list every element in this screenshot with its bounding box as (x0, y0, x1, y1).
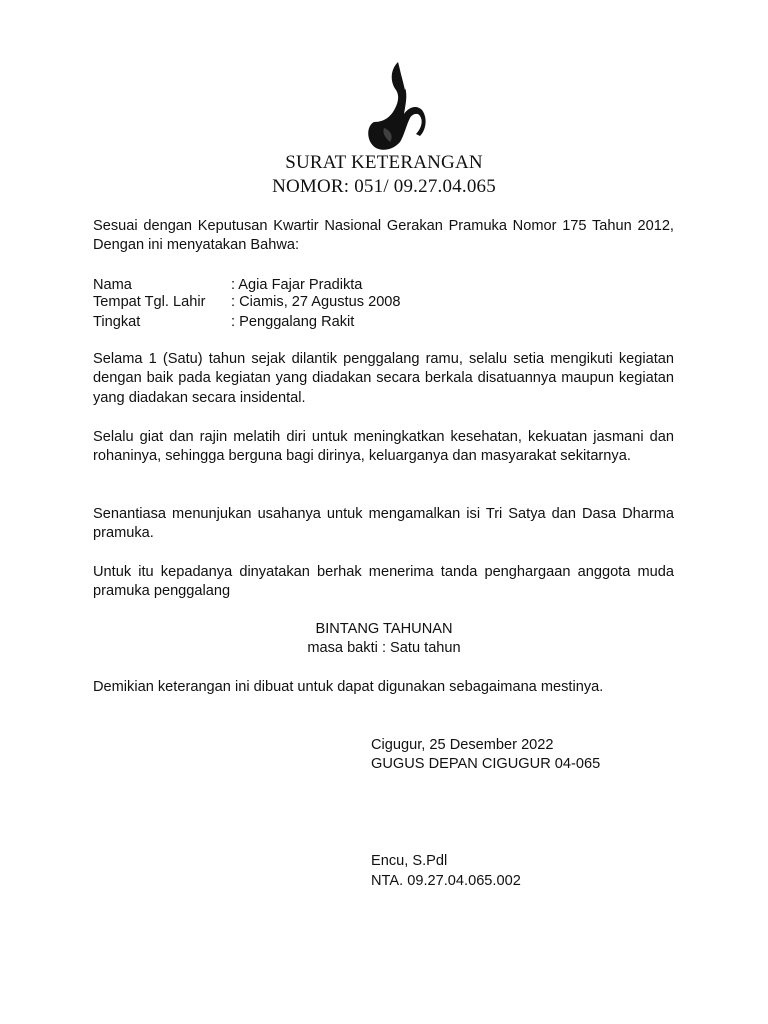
tunas-kelapa-icon (360, 56, 428, 152)
award-name: BINTANG TAHUNAN (315, 621, 453, 637)
paragraph-service: Selama 1 (Satu) tahun sejak dilantik penggalang ramu, selalu setia mengikuti kegiatan dengan baik pada kegiatan yang diadakan secara berkala disatuannya maupun kegiatan yang diadakan secara insidental. (93, 351, 674, 406)
field-label: Tempat Tgl. Lahir (93, 294, 206, 310)
signatory-nta: NTA. 09.27.04.065.002 (371, 873, 521, 889)
document-title: SURAT KETERANGAN (285, 152, 483, 173)
signature-place-date: Cigugur, 25 Desember 2022 (371, 737, 554, 753)
field-tingkat (93, 313, 354, 332)
field-label: Tingkat (93, 314, 141, 330)
document-number: NOMOR: 051/ 09.27.04.065 (272, 176, 496, 197)
paragraph-practice: Senantiasa menunjukan usahanya untuk mengamalkan isi Tri Satya dan Dasa Dharma pramuka. (93, 506, 674, 542)
field-label: Nama (93, 277, 132, 293)
field-value: : Ciamis, 27 Agustus 2008 (231, 294, 401, 310)
signature-unit: GUGUS DEPAN CIGUGUR 04-065 (371, 756, 601, 772)
closing-paragraph: Demikian keterangan ini dibuat untuk dapat digunakan sebagaimana mestinya. (93, 679, 604, 695)
field-value: : Penggalang Rakit (231, 314, 355, 330)
signatory-name: Encu, S.Pdl (371, 853, 448, 869)
field-tempat-tgl-lahir (93, 293, 401, 312)
intro-paragraph: Sesuai dengan Keputusan Kwartir Nasional Gerakan Pramuka Nomor 175 Tahun 2012, Dengan ini menyatakan Bahwa: (93, 218, 674, 254)
paragraph-diligence: Selalu giat dan rajin melatih diri untuk meningkatkan kesehatan, kekuatan jasmani dan rohaninya, sehingga berguna bagi dirinya, keluarganya dan masyarakat sekitarnya. (93, 429, 674, 465)
field-value: : Agia Fajar Pradikta (231, 277, 363, 293)
award-period: masa bakti : Satu tahun (307, 640, 461, 656)
paragraph-award-statement: Untuk itu kepadanya dinyatakan berhak menerima tanda penghargaan anggota muda pramuka penggalang (93, 564, 674, 600)
